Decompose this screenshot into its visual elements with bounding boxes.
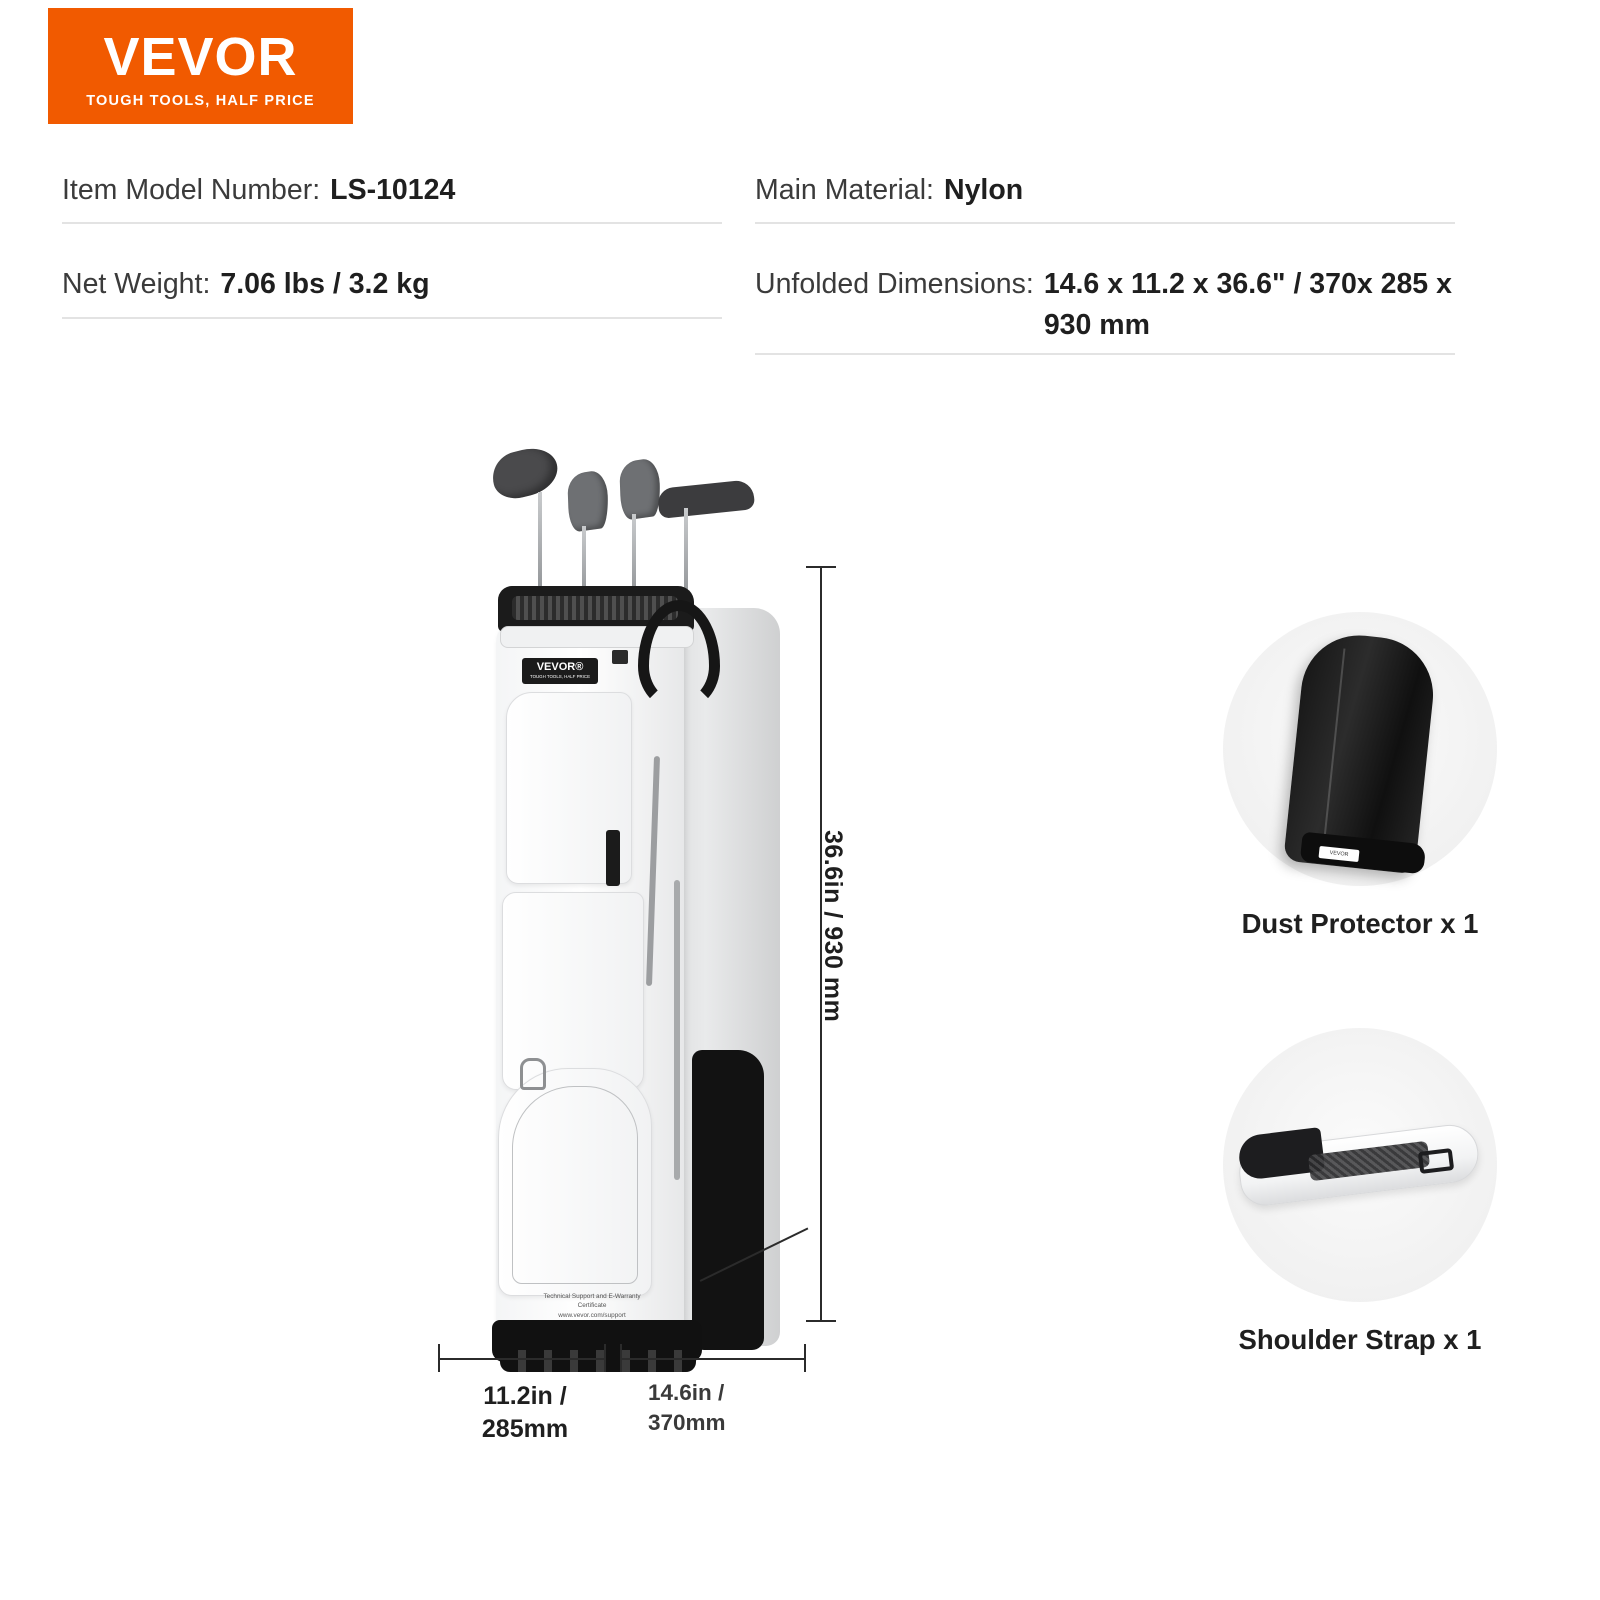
- spec-row-weight: [62, 264, 722, 318]
- brand-tagline: TOUGH TOOLS, HALF PRICE: [86, 92, 315, 109]
- spec-label-material: Main Material:: [755, 174, 934, 206]
- spec-value-material: Nylon: [943, 174, 1024, 206]
- bag-patch-tagline: TOUGH TOOLS, HALF PRICE: [529, 674, 591, 680]
- vevor-logo: [48, 8, 353, 124]
- spec-column-left: [62, 170, 722, 319]
- dimension-cap-width-left: [438, 1344, 440, 1372]
- golf-cart-bag: [460, 580, 790, 1370]
- spec-label-unfolded-dimensions: Unfolded Dimensions:: [755, 268, 1034, 301]
- accessory-shoulder-strap-caption: Shoulder Strap x 1: [1238, 1324, 1482, 1355]
- spec-value-unfolded-dimensions: 14.6 x 11.2 x 36.6" / 370x 285 x 930 mm: [1043, 268, 1452, 341]
- bag-zipper-pull: [520, 1058, 546, 1090]
- bag-zipper-lower: [674, 880, 680, 1180]
- brand-name: VEVOR: [103, 26, 298, 87]
- product-illustration: [400, 430, 960, 1430]
- spec-row-unfolded-dimensions: [755, 264, 1455, 355]
- dimension-label-depth: 14.6in / 370mm: [648, 1380, 726, 1435]
- driver-head-icon: [487, 443, 562, 504]
- bag-warranty-line-1: Technical Support and E-Warranty Certificate: [543, 1292, 641, 1310]
- bag-base-feet: [500, 1350, 696, 1372]
- bag-pocket-ball-seam: [512, 1086, 638, 1284]
- putter-head-icon: [657, 479, 756, 519]
- bag-velcro-tab: [606, 830, 620, 886]
- spec-value-weight: 7.06 lbs / 3.2 kg: [220, 268, 430, 301]
- bag-back-dark-panel: [692, 1050, 764, 1350]
- accessory-shoulder-strap: [1190, 1028, 1530, 1356]
- bag-warranty-line-2: www.vevor.com/support: [558, 1311, 626, 1319]
- bag-logo-patch: [522, 658, 598, 684]
- iron-head-2-icon: [619, 457, 661, 521]
- dimension-cap-height-top: [806, 566, 836, 568]
- dimension-cap-height-bottom: [806, 1320, 836, 1322]
- accessory-dust-protector: [1190, 612, 1530, 940]
- spec-row-model: [62, 170, 722, 224]
- spec-row-material: [755, 170, 1455, 224]
- dust-protector-brand-tag: VEVOR: [1318, 846, 1359, 862]
- spec-label-weight: Net Weight:: [62, 268, 211, 301]
- dimension-line-width: [438, 1358, 606, 1360]
- bag-strap-loop: [612, 650, 628, 664]
- iron-head-icon: [567, 469, 609, 533]
- dimension-cap-depth-right: [804, 1344, 806, 1372]
- dimension-label-height: 36.6in / 930 mm: [819, 830, 847, 1023]
- dimension-line-depth: [620, 1358, 806, 1360]
- dimension-label-width: 11.2in / 285mm: [481, 1382, 569, 1443]
- bag-warranty-label: [532, 1292, 652, 1320]
- accessory-dust-protector-caption: Dust Protector x 1: [1241, 908, 1479, 939]
- dimension-cap-width-right: [604, 1344, 606, 1372]
- spec-label-model: Item Model Number:: [62, 174, 321, 206]
- bag-patch-name: VEVOR®: [536, 661, 584, 674]
- accessory-shoulder-strap-image: [1223, 1028, 1497, 1302]
- spec-value-model: LS-10124: [330, 174, 456, 206]
- dimension-cap-depth-left: [620, 1344, 622, 1372]
- accessory-dust-protector-image: [1223, 612, 1497, 886]
- shoulder-strap-buckle: [1418, 1148, 1454, 1174]
- spec-column-right: [755, 170, 1455, 355]
